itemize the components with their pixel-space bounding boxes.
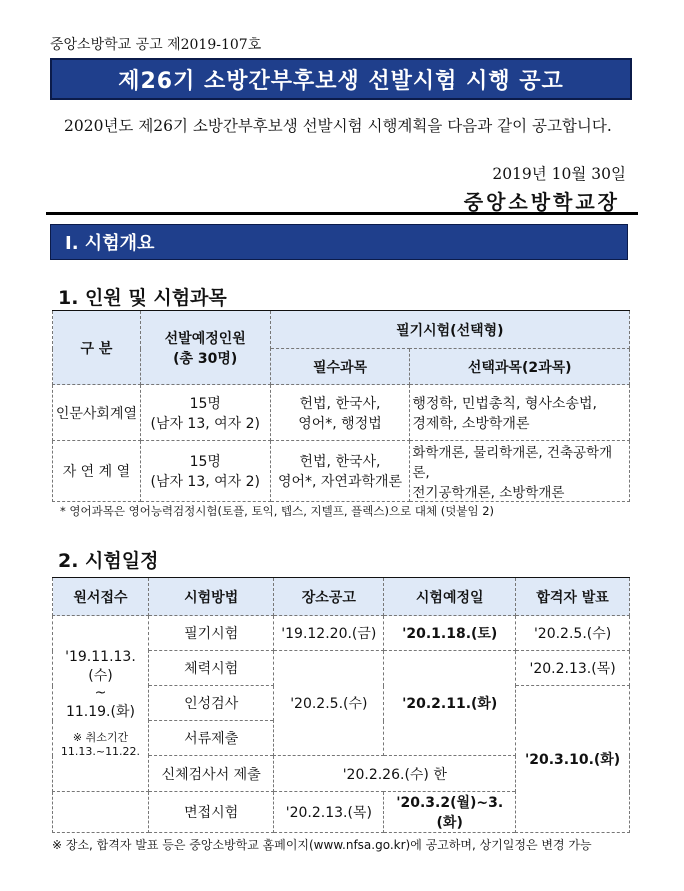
header-exam-date: 시험예정일 [384, 578, 516, 616]
header-planned: 선발예정인원 (총 30명) [140, 311, 270, 385]
elective-cell: 화학개론, 물리학개론, 건축공학개론, 전기공학개론, 소방학개론 [410, 441, 630, 502]
method-cell: 체력시험 [148, 651, 273, 686]
exam-date-cell: '20.1.18.(토) [384, 616, 516, 651]
footnote: ※ 장소, 합격자 발표 등은 중앙소방학교 홈페이지(www.nfsa.go.kr)에 공고하며, 상기일정은 변경 가능 [52, 838, 592, 852]
method-cell: 인성검사 [148, 686, 273, 721]
signer: 중앙소방학교장 [463, 190, 620, 214]
method-cell: 면접시험 [148, 792, 273, 833]
medical-submit-cell: '20.2.26.(수) 한 [274, 756, 516, 792]
header-application: 원서접수 [53, 578, 149, 616]
venue-cell: '20.2.5.(수) [274, 651, 384, 756]
count-cell: 15명 (남자 13, 여자 2) [140, 385, 270, 441]
elective-cell: 행정학, 민법총칙, 형사소송법, 경제학, 소방학개론 [410, 385, 630, 441]
divider [46, 212, 638, 215]
subjects-table [52, 310, 630, 502]
subsection-title-1: 1. 인원 및 시험과목 [58, 287, 227, 309]
exam-date-cell: '20.3.2(월)~3.(화) [384, 792, 516, 833]
schedule-table [52, 577, 630, 833]
notice-title: 제26기 소방간부후보생 선발시험 시행 공고 [50, 58, 632, 100]
header-written-exam: 필기시험(선택형) [270, 311, 629, 349]
result-cell: '20.2.13.(목) [516, 651, 630, 686]
header-result: 합격자 발표 [516, 578, 630, 616]
english-note: * 영어과목은 영어능력검정시험(토플, 토익, 텝스, 지텔프, 플렉스)으로 대체 (덧붙임 2) [60, 504, 495, 518]
notice-date: 2019년 10월 30일 [492, 165, 626, 183]
category-cell: 인문사회계열 [53, 385, 141, 441]
table-row [53, 385, 630, 441]
category-cell: 자 연 계 열 [53, 441, 141, 502]
venue-cell: '19.12.20.(금) [274, 616, 384, 651]
header-method: 시험방법 [148, 578, 273, 616]
required-cell: 헌법, 한국사, 영어*, 자연과학개론 [270, 441, 410, 502]
table-row [53, 441, 630, 502]
intro-paragraph: 2020년도 제26기 소방간부후보생 선발시험 시행계획을 다음과 같이 공고합니다. [64, 117, 612, 135]
header-elective: 선택과목(2과목) [410, 349, 630, 385]
venue-cell: '20.2.13.(목) [274, 792, 384, 833]
count-cell: 15명 (남자 13, 여자 2) [140, 441, 270, 502]
result-cell: '20.2.5.(수) [516, 616, 630, 651]
document-number: 중앙소방학교 공고 제2019-107호 [50, 37, 262, 53]
method-cell: 서류제출 [148, 721, 273, 756]
header-category: 구 분 [53, 311, 141, 385]
section-title: Ⅰ. 시험개요 [50, 224, 628, 260]
empty-cell [53, 792, 149, 833]
required-cell: 헌법, 한국사, 영어*, 행정법 [270, 385, 410, 441]
final-result-cell: '20.3.10.(화) [516, 686, 630, 833]
subsection-title-2: 2. 시험일정 [58, 550, 159, 572]
method-cell: 신체검사서 제출 [148, 756, 273, 792]
method-cell: 필기시험 [148, 616, 273, 651]
header-venue: 장소공고 [274, 578, 384, 616]
exam-date-cell: '20.2.11.(화) [384, 651, 516, 756]
application-period-cell: '19.11.13.(수) ~ 11.19.(화) ※ 취소기간 11.13.~11.22. [53, 616, 149, 792]
header-required: 필수과목 [270, 349, 410, 385]
